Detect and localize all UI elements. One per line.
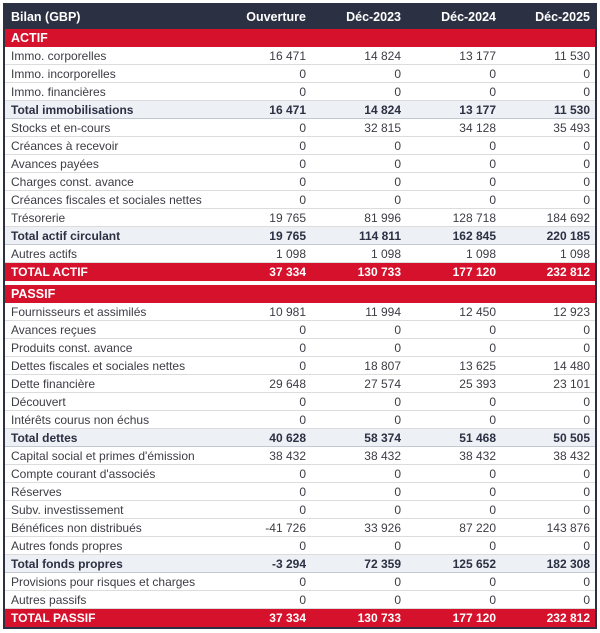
table-row bbox=[5, 555, 595, 573]
cell-value: 0 bbox=[583, 174, 590, 189]
cell-value: 50 505 bbox=[553, 430, 590, 445]
balance-sheet-table bbox=[3, 3, 597, 629]
table-row bbox=[5, 119, 595, 137]
row-label: Subv. investissement bbox=[11, 502, 124, 517]
table-row bbox=[5, 303, 595, 321]
row-label: Dette financière bbox=[11, 376, 96, 391]
cell-value: 184 692 bbox=[546, 210, 590, 225]
cell-value: 27 574 bbox=[364, 376, 401, 391]
cell-value: 232 812 bbox=[546, 265, 590, 279]
table-row bbox=[5, 411, 595, 429]
cell-value: 0 bbox=[394, 538, 401, 553]
cell-value: 0 bbox=[394, 156, 401, 171]
cell-value: 0 bbox=[299, 340, 306, 355]
row-label: Créances à recevoir bbox=[11, 138, 119, 153]
cell-value: 0 bbox=[583, 466, 590, 481]
cell-value: 0 bbox=[394, 592, 401, 607]
cell-value: 29 648 bbox=[269, 376, 306, 391]
table-row bbox=[5, 173, 595, 191]
cell-value: 25 393 bbox=[459, 376, 496, 391]
cell-value: 0 bbox=[583, 592, 590, 607]
cell-value: 0 bbox=[583, 574, 590, 589]
cell-value: 0 bbox=[299, 322, 306, 337]
row-label: Immo. corporelles bbox=[11, 48, 107, 63]
cell-value: 0 bbox=[299, 120, 306, 135]
table-row bbox=[5, 245, 595, 263]
cell-value: 38 432 bbox=[364, 448, 401, 463]
cell-value: 0 bbox=[299, 538, 306, 553]
table-row bbox=[5, 263, 595, 281]
cell-value: 1 098 bbox=[275, 246, 306, 261]
cell-value: 13 177 bbox=[459, 48, 496, 63]
cell-value: 0 bbox=[299, 484, 306, 499]
cell-value: 19 765 bbox=[269, 228, 306, 243]
cell-value: 162 845 bbox=[452, 228, 496, 243]
cell-value: 0 bbox=[489, 340, 496, 355]
section-header-row bbox=[5, 285, 595, 303]
cell-value: 81 996 bbox=[364, 210, 401, 225]
cell-value: 0 bbox=[394, 412, 401, 427]
table-row bbox=[5, 65, 595, 83]
table-row bbox=[5, 519, 595, 537]
cell-value: 12 923 bbox=[553, 304, 590, 319]
cell-value: 0 bbox=[299, 192, 306, 207]
cell-value: 16 471 bbox=[269, 48, 306, 63]
cell-value: 0 bbox=[489, 466, 496, 481]
cell-value: 0 bbox=[394, 340, 401, 355]
cell-value: 11 530 bbox=[554, 48, 590, 63]
cell-value: 37 334 bbox=[269, 265, 306, 279]
cell-value: 58 374 bbox=[364, 430, 401, 445]
cell-value: 0 bbox=[394, 192, 401, 207]
cell-value: 0 bbox=[489, 174, 496, 189]
row-label: Capital social et primes d'émission bbox=[11, 448, 195, 463]
cell-value: 0 bbox=[583, 138, 590, 153]
cell-value: 182 308 bbox=[546, 556, 590, 571]
row-label: Avances payées bbox=[11, 156, 99, 171]
cell-value: 177 120 bbox=[452, 265, 496, 279]
cell-value: 0 bbox=[583, 84, 590, 99]
cell-value: 0 bbox=[583, 66, 590, 81]
cell-value: 0 bbox=[583, 412, 590, 427]
table-row bbox=[5, 227, 595, 245]
cell-value: 220 185 bbox=[546, 228, 590, 243]
cell-value: 40 628 bbox=[269, 430, 306, 445]
column-header: Déc-2023 bbox=[346, 10, 401, 24]
cell-value: 33 926 bbox=[364, 520, 401, 535]
cell-value: 0 bbox=[299, 574, 306, 589]
cell-value: 0 bbox=[489, 192, 496, 207]
cell-value: 14 824 bbox=[364, 102, 401, 117]
table-row bbox=[5, 101, 595, 119]
cell-value: 114 811 bbox=[358, 228, 401, 243]
row-label: Fournisseurs et assimilés bbox=[11, 304, 147, 319]
cell-value: 0 bbox=[489, 574, 496, 589]
table-row bbox=[5, 501, 595, 519]
row-label: Autres passifs bbox=[11, 592, 87, 607]
cell-value: 35 493 bbox=[553, 120, 590, 135]
cell-value: 0 bbox=[394, 84, 401, 99]
cell-value: 0 bbox=[394, 502, 401, 517]
cell-value: 0 bbox=[583, 340, 590, 355]
row-label: TOTAL PASSIF bbox=[11, 611, 96, 625]
cell-value: 14 480 bbox=[553, 358, 590, 373]
table-row bbox=[5, 47, 595, 65]
cell-value: 0 bbox=[394, 574, 401, 589]
table-row bbox=[5, 357, 595, 375]
table-row bbox=[5, 573, 595, 591]
cell-value: 0 bbox=[489, 592, 496, 607]
cell-value: 38 432 bbox=[553, 448, 590, 463]
cell-value: 0 bbox=[489, 156, 496, 171]
cell-value: 16 471 bbox=[269, 102, 306, 117]
cell-value: -41 726 bbox=[265, 520, 306, 535]
table-row bbox=[5, 209, 595, 227]
row-label: Total fonds propres bbox=[11, 556, 123, 571]
cell-value: 0 bbox=[299, 174, 306, 189]
cell-value: 0 bbox=[299, 156, 306, 171]
cell-value: 11 994 bbox=[365, 304, 401, 319]
row-label: Immo. financières bbox=[11, 84, 106, 99]
row-label: Bénéfices non distribués bbox=[11, 520, 142, 535]
table-row bbox=[5, 375, 595, 393]
cell-value: 0 bbox=[394, 394, 401, 409]
row-label: Charges const. avance bbox=[11, 174, 134, 189]
cell-value: 72 359 bbox=[364, 556, 401, 571]
row-label: Provisions pour risques et charges bbox=[11, 574, 196, 589]
row-label: Réserves bbox=[11, 484, 62, 499]
cell-value: 0 bbox=[394, 66, 401, 81]
row-label: Découvert bbox=[11, 394, 66, 409]
cell-value: 0 bbox=[489, 84, 496, 99]
cell-value: 0 bbox=[583, 322, 590, 337]
cell-value: 0 bbox=[489, 538, 496, 553]
cell-value: 0 bbox=[489, 412, 496, 427]
cell-value: 13 625 bbox=[459, 358, 496, 373]
row-label: Trésorerie bbox=[11, 210, 66, 225]
cell-value: 0 bbox=[583, 156, 590, 171]
cell-value: 130 733 bbox=[357, 611, 401, 625]
table-row bbox=[5, 591, 595, 609]
table-row bbox=[5, 537, 595, 555]
row-label: Avances reçues bbox=[11, 322, 97, 337]
cell-value: 0 bbox=[583, 484, 590, 499]
table-row bbox=[5, 339, 595, 357]
cell-value: 38 432 bbox=[459, 448, 496, 463]
cell-value: 0 bbox=[489, 394, 496, 409]
cell-value: 18 807 bbox=[364, 358, 401, 373]
cell-value: 10 981 bbox=[269, 304, 306, 319]
cell-value: 51 468 bbox=[459, 430, 496, 445]
cell-value: 37 334 bbox=[269, 611, 306, 625]
cell-value: 177 120 bbox=[452, 611, 496, 625]
row-label: Immo. incorporelles bbox=[11, 66, 116, 81]
column-header: Déc-2024 bbox=[441, 10, 496, 24]
row-label: Compte courant d'associés bbox=[11, 466, 156, 481]
column-header: Déc-2025 bbox=[535, 10, 590, 24]
cell-value: 0 bbox=[489, 322, 496, 337]
table-row bbox=[5, 321, 595, 339]
table-title: Bilan (GBP) bbox=[11, 10, 81, 24]
section-header-row bbox=[5, 29, 595, 47]
row-label: Total immobilisations bbox=[11, 102, 134, 117]
cell-value: 0 bbox=[299, 138, 306, 153]
cell-value: 34 128 bbox=[459, 120, 496, 135]
cell-value: 1 098 bbox=[370, 246, 401, 261]
table-body bbox=[5, 29, 595, 627]
cell-value: 0 bbox=[583, 394, 590, 409]
cell-value: 0 bbox=[583, 192, 590, 207]
cell-value: 0 bbox=[299, 466, 306, 481]
row-label: Dettes fiscales et sociales nettes bbox=[11, 358, 186, 373]
cell-value: 0 bbox=[299, 394, 306, 409]
cell-value: 0 bbox=[489, 138, 496, 153]
cell-value: 13 177 bbox=[459, 102, 496, 117]
cell-value: 125 652 bbox=[452, 556, 496, 571]
row-label: TOTAL ACTIF bbox=[11, 265, 88, 279]
cell-value: 0 bbox=[394, 484, 401, 499]
table-row bbox=[5, 83, 595, 101]
cell-value: 0 bbox=[394, 138, 401, 153]
cell-value: 0 bbox=[299, 84, 306, 99]
table-row bbox=[5, 155, 595, 173]
cell-value: 0 bbox=[299, 66, 306, 81]
row-label: Produits const. avance bbox=[11, 340, 133, 355]
cell-value: 38 432 bbox=[269, 448, 306, 463]
table-row bbox=[5, 393, 595, 411]
table-row bbox=[5, 447, 595, 465]
cell-value: 0 bbox=[394, 466, 401, 481]
row-label: Autres fonds propres bbox=[11, 538, 123, 553]
cell-value: 0 bbox=[489, 484, 496, 499]
cell-value: 14 824 bbox=[364, 48, 401, 63]
section-title: ACTIF bbox=[11, 31, 48, 45]
row-label: Total dettes bbox=[11, 430, 78, 445]
cell-value: -3 294 bbox=[271, 556, 306, 571]
row-label: Stocks et en-cours bbox=[11, 120, 111, 135]
cell-value: 87 220 bbox=[459, 520, 496, 535]
cell-value: 1 098 bbox=[465, 246, 496, 261]
table-row bbox=[5, 137, 595, 155]
row-label: Autres actifs bbox=[11, 246, 78, 261]
cell-value: 11 530 bbox=[553, 102, 590, 117]
cell-value: 0 bbox=[299, 592, 306, 607]
table-row bbox=[5, 609, 595, 627]
cell-value: 32 815 bbox=[364, 120, 401, 135]
cell-value: 12 450 bbox=[459, 304, 496, 319]
cell-value: 0 bbox=[394, 322, 401, 337]
table-row bbox=[5, 465, 595, 483]
cell-value: 143 876 bbox=[546, 520, 590, 535]
row-label: Intérêts courus non échus bbox=[11, 412, 150, 427]
column-header: Ouverture bbox=[246, 10, 306, 24]
cell-value: 130 733 bbox=[357, 265, 401, 279]
table-row bbox=[5, 483, 595, 501]
table-header-row bbox=[5, 5, 595, 29]
cell-value: 0 bbox=[394, 174, 401, 189]
cell-value: 0 bbox=[299, 412, 306, 427]
cell-value: 23 101 bbox=[553, 376, 590, 391]
cell-value: 0 bbox=[489, 66, 496, 81]
row-label: Total actif circulant bbox=[11, 228, 121, 243]
cell-value: 232 812 bbox=[546, 611, 590, 625]
cell-value: 0 bbox=[583, 538, 590, 553]
table-row bbox=[5, 429, 595, 447]
cell-value: 1 098 bbox=[559, 246, 590, 261]
cell-value: 0 bbox=[299, 358, 306, 373]
section-title: PASSIF bbox=[11, 287, 56, 301]
cell-value: 19 765 bbox=[269, 210, 306, 225]
cell-value: 0 bbox=[299, 502, 306, 517]
cell-value: 0 bbox=[489, 502, 496, 517]
table-row bbox=[5, 191, 595, 209]
cell-value: 128 718 bbox=[452, 210, 496, 225]
row-label: Créances fiscales et sociales nettes bbox=[11, 192, 202, 207]
cell-value: 0 bbox=[583, 502, 590, 517]
